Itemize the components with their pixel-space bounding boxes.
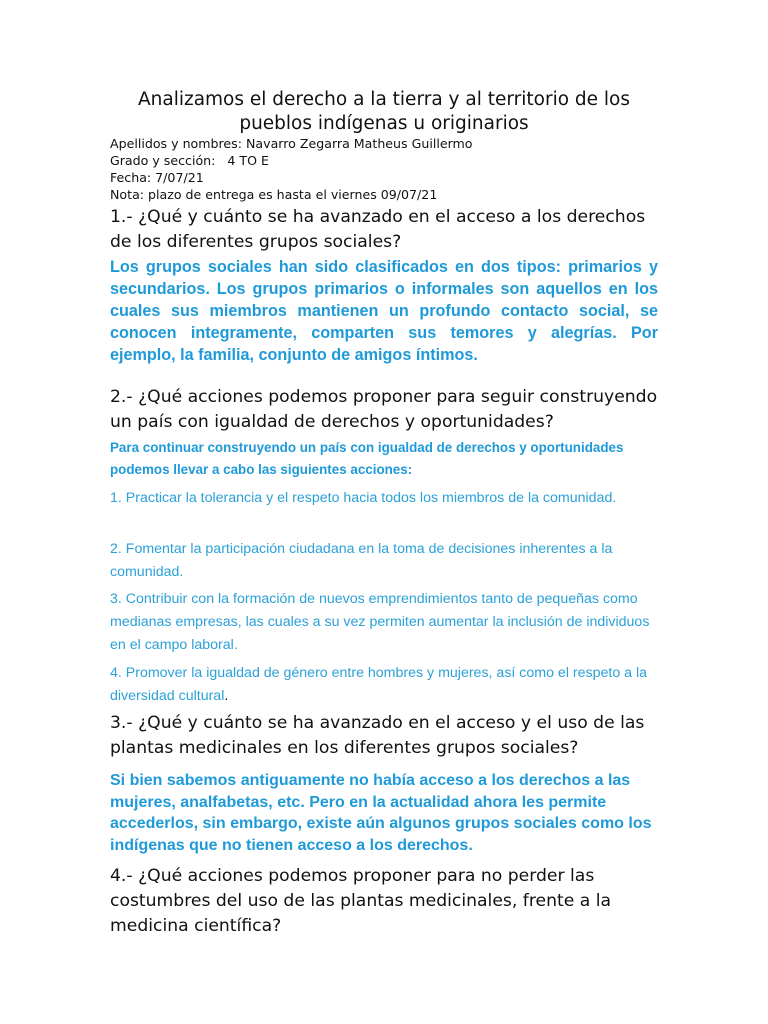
action-item-4 bbox=[110, 662, 658, 708]
question-4: 4.- ¿Qué acciones podemos proponer para no perder las costumbres del uso de las plantas medicinales, frente a la medicina científica? bbox=[110, 866, 612, 936]
answer-1: Los grupos sociales han sido clasificados en dos tipos: primarios y secundarios. Los grupos primarios o informales son aquellos en los cuales sus miembros mantienen un profundo contacto social, se conocen integramente, comparten sus temores y alegrías. Por ejemplo, la familia, conjunto de amigos íntimos. bbox=[110, 258, 658, 364]
action-item-4-text: 4. Promover la igualdad de género entre hombres y mujeres, así como el respeto a la diversidad cultural bbox=[110, 665, 648, 704]
action-item-3 bbox=[110, 588, 658, 657]
action-item-1: 1. Practicar la tolerancia y el respeto hacia todos los miembros de la comunidad. bbox=[110, 490, 617, 506]
document-title: Analizamos el derecho a la tierra y al territorio de los pueblos indígenas u originarios bbox=[137, 89, 631, 134]
question-2: 2.- ¿Qué acciones podemos proponer para seguir construyendo un país con igualdad de derechos y oportunidades? bbox=[110, 387, 658, 432]
answer-3: Si bien sabemos antiguamente no había acceso a los derechos a las mujeres, analfabetas, etc. Pero en la actualidad ahora les permite accederlos, sin embargo, existe aún algunos grupos sociales como los indígenas que no tienen acceso a los derechos. bbox=[110, 772, 652, 854]
question-3: 3.- ¿Qué y cuánto se ha avanzado en el acceso y el uso de las plantas medicinales en los diferentes grupos sociales? bbox=[110, 713, 645, 758]
final-period: . bbox=[224, 688, 229, 704]
date: Fecha: 7/07/21 bbox=[110, 170, 204, 185]
deadline-note: Nota: plazo de entrega es hasta el viernes 09/07/21 bbox=[110, 187, 438, 202]
question-1: 1.- ¿Qué y cuánto se ha avanzado en el acceso a los derechos de los diferentes grupos sociales? bbox=[110, 207, 646, 252]
answer-2-intro: Para continuar construyendo un país con igualdad de derechos y oportunidades podemos llevar a cabo las siguientes acciones: bbox=[110, 440, 624, 477]
action-item-3-text: 3. Contribuir con la formación de nuevos emprendimientos tanto de pequeñas como medianas empresas, las cuales a su vez permiten aumentar la inclusión de individuos en el campo laboral. bbox=[110, 591, 650, 653]
grade-section: Grado y sección: 4 TO E bbox=[110, 153, 269, 168]
action-item-2: 2. Fomentar la participación ciudadana en la toma de decisiones inherentes a la comunidad. bbox=[110, 541, 613, 580]
student-name: Apellidos y nombres: Navarro Zegarra Matheus Guillermo bbox=[110, 136, 473, 151]
